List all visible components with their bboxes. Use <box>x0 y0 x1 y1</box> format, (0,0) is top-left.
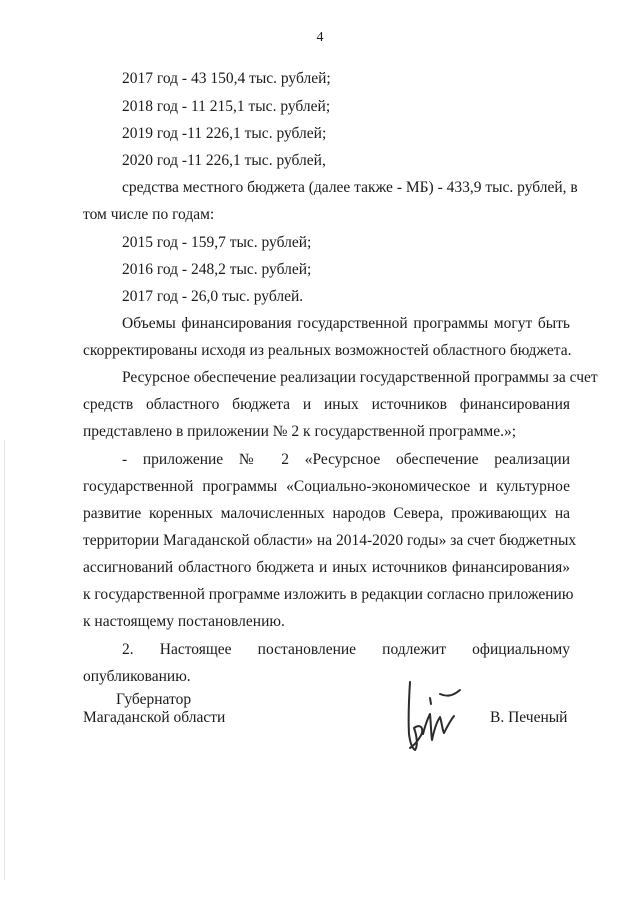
local-funding-2015: 2015 год - 159,7 тыс. рублей; <box>122 234 312 251</box>
signatory-title-line2: Магаданской области <box>83 709 226 726</box>
paragraph-resources-line3: представлено в приложении № 2 к государственной программе.»; <box>83 423 517 440</box>
funding-line-2019: 2019 год -11 226,1 тыс. рублей; <box>122 125 327 142</box>
paragraph-annex-line5: ассигнований областного бюджета и иных источников финансирования» <box>83 559 570 576</box>
scan-edge <box>4 440 5 880</box>
local-funding-2017: 2017 год - 26,0 тыс. рублей. <box>122 288 304 305</box>
funding-line-2017: 2017 год - 43 150,4 тыс. рублей; <box>122 70 331 87</box>
paragraph-annex-line7: к настоящему постановлению. <box>83 613 285 630</box>
local-budget-line-cont: том числе по годам: <box>83 206 215 223</box>
funding-line-2020: 2020 год -11 226,1 тыс. рублей, <box>122 152 326 169</box>
paragraph-annex-line2: государственной программы «Социально-экономическое и культурное <box>83 478 570 495</box>
paragraph-publication-line1: 2. Настоящее постановление подлежит официальному <box>122 641 570 658</box>
paragraph-resources-line1: Ресурсное обеспечение реализации государственной программы за счет <box>122 369 598 386</box>
signatory-name: В. Печеный <box>490 709 568 726</box>
handwritten-signature <box>400 676 468 756</box>
paragraph-publication-line2: опубликованию. <box>83 668 191 685</box>
paragraph-volumes-line1: Объемы финансирования государственной программы могут быть <box>122 315 570 332</box>
paragraph-volumes-line2: скорректированы исходя из реальных возможностей областного бюджета. <box>83 342 572 359</box>
funding-line-2018: 2018 год - 11 215,1 тыс. рублей; <box>122 98 331 115</box>
local-budget-line: средства местного бюджета (далее также - МБ) - 433,9 тыс. рублей, в <box>122 179 578 196</box>
paragraph-annex-line3: развитие коренных малочисленных народов Севера, проживающих на <box>83 505 570 522</box>
signatory-title-line1: Губернатор <box>116 691 192 708</box>
paragraph-annex-line6: к государственной программе изложить в редакции согласно приложению <box>83 586 574 603</box>
paragraph-annex-line4: территории Магаданской области» на 2014-2020 годы» за счет бюджетных <box>83 532 577 549</box>
page-number: 4 <box>316 30 324 45</box>
paragraph-annex-line1: - приложение № 2 «Ресурсное обеспечение реализации <box>122 451 570 468</box>
paragraph-resources-line2: средств областного бюджета и иных источников финансирования <box>83 396 570 413</box>
local-funding-2016: 2016 год - 248,2 тыс. рублей; <box>122 261 312 278</box>
